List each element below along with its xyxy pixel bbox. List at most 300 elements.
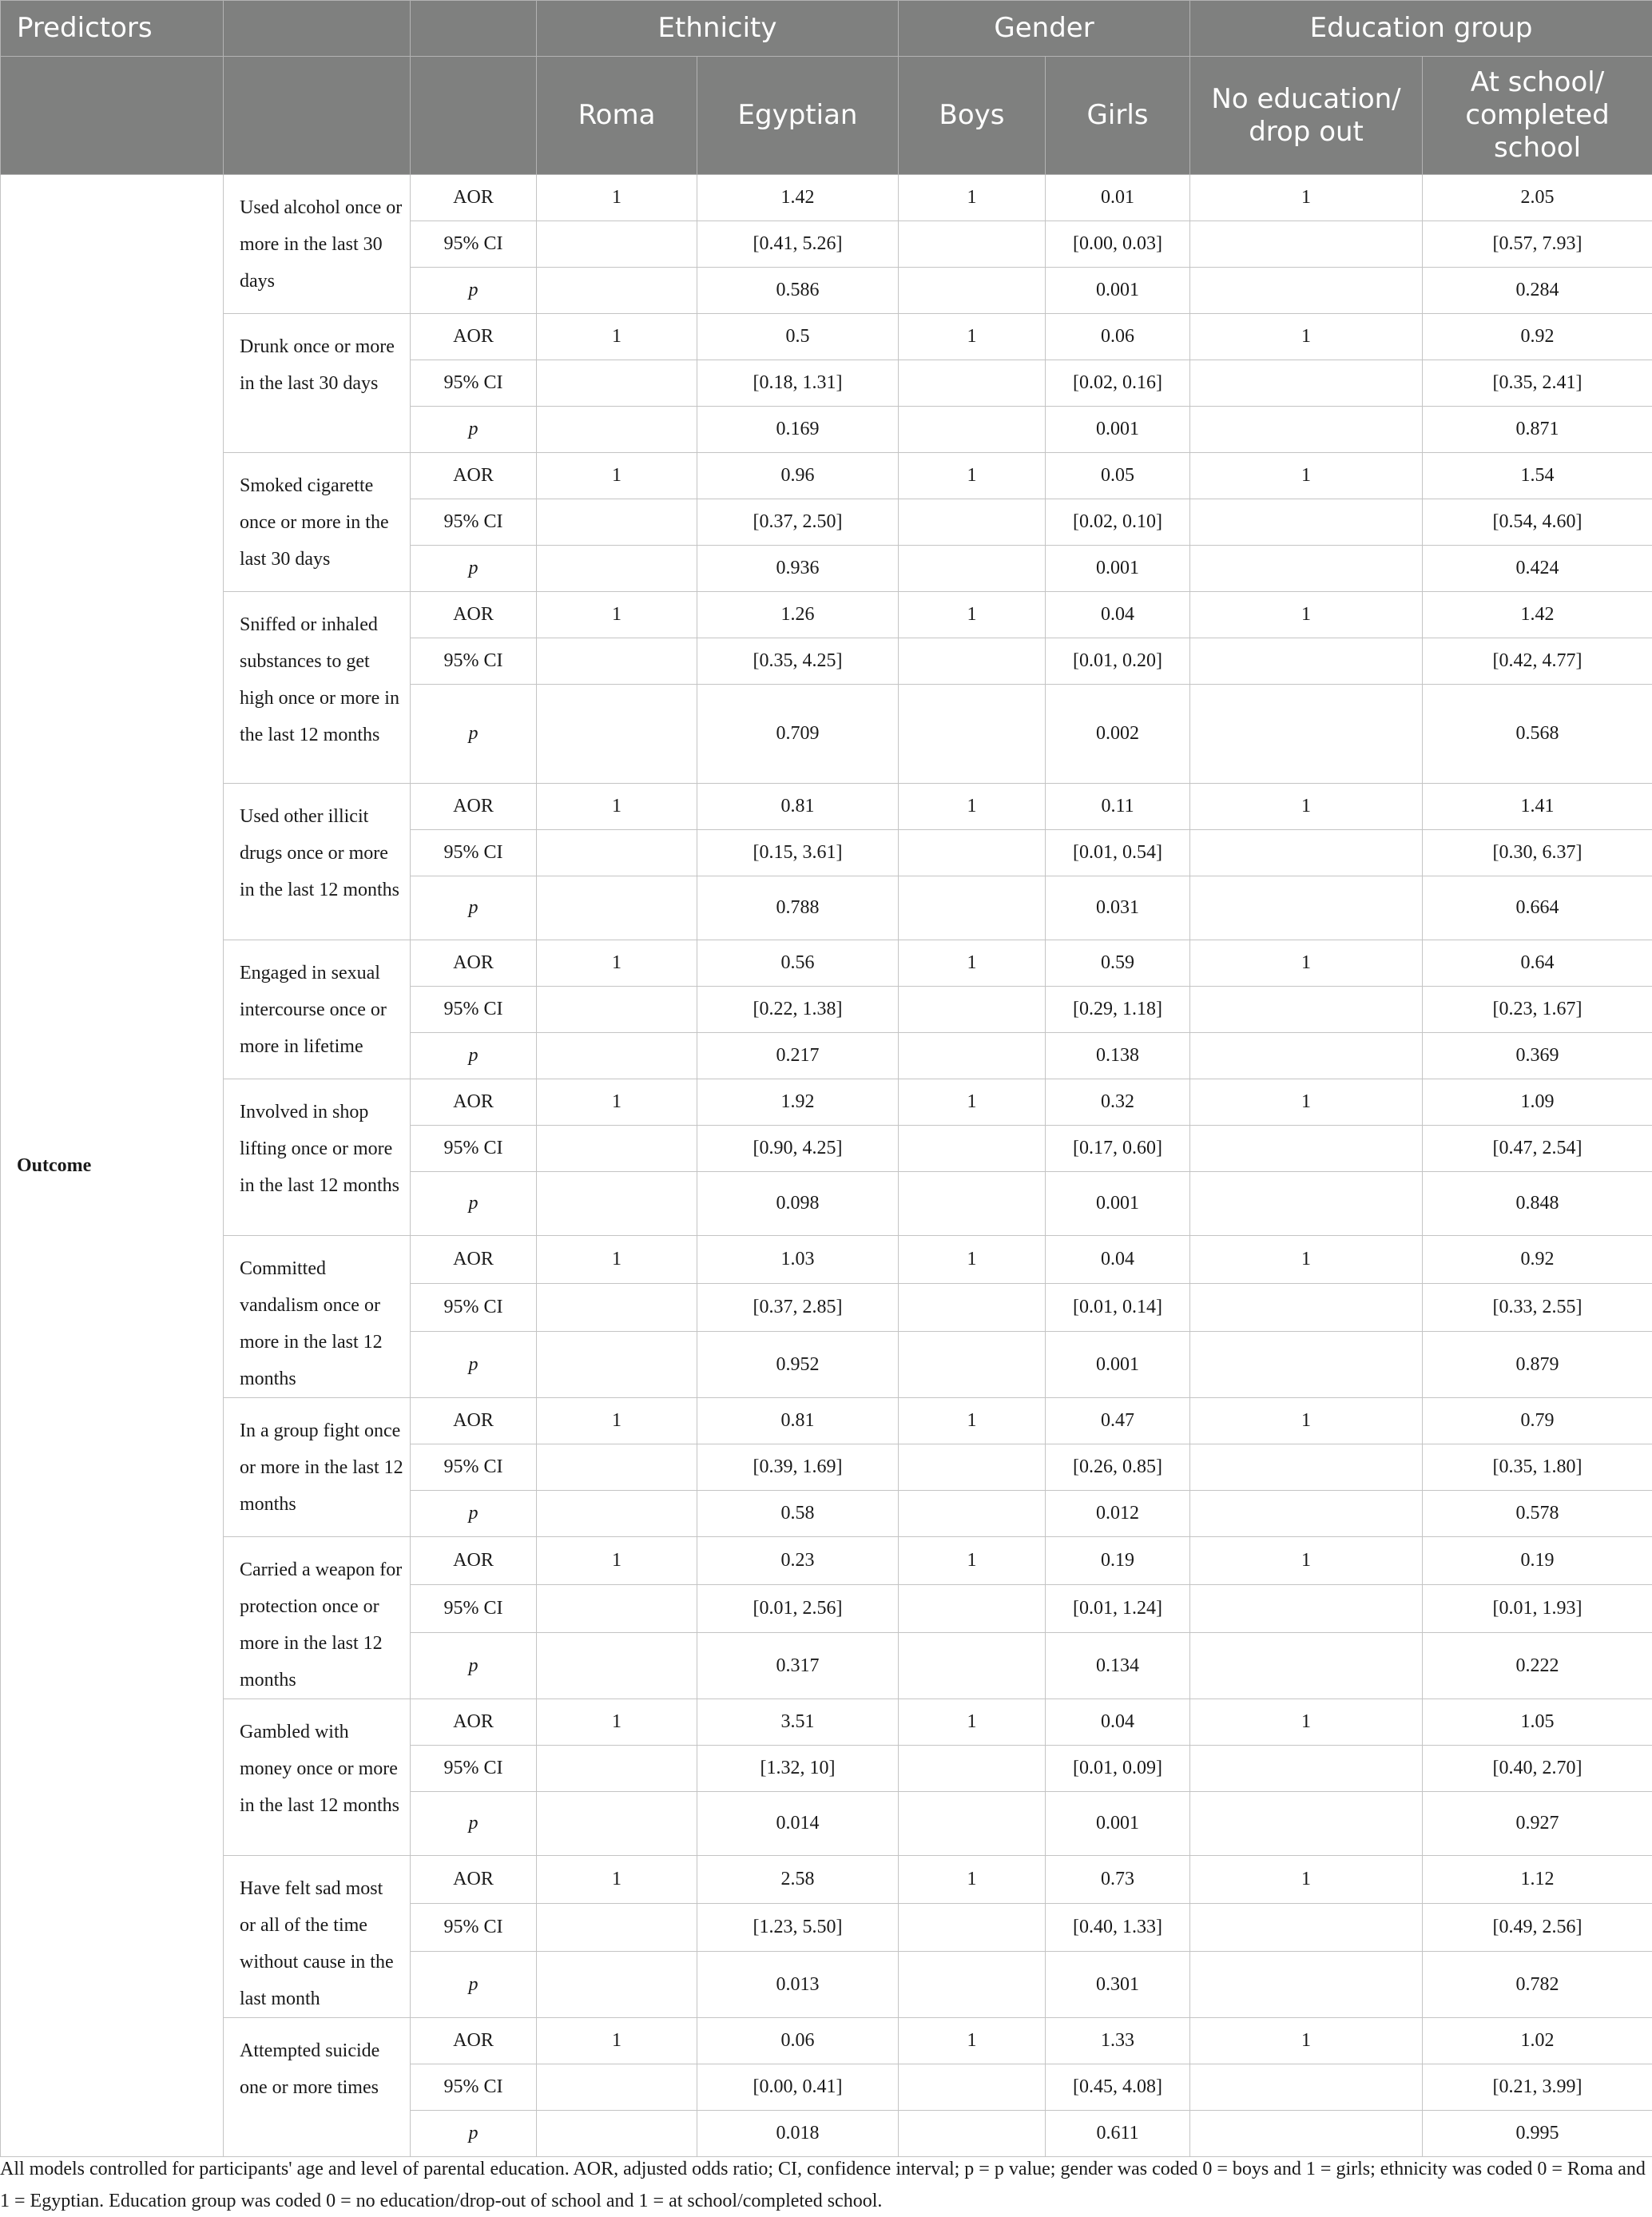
table-row bbox=[1, 784, 1652, 830]
ref-blank bbox=[537, 1172, 697, 1236]
stat-label: 95% CI bbox=[411, 1444, 537, 1491]
stat-label: 95% CI bbox=[411, 499, 537, 546]
boys-value: 1 bbox=[899, 2018, 1046, 2064]
egyptian-value: [0.00, 0.41] bbox=[697, 2064, 899, 2111]
stat-label: 95% CI bbox=[411, 360, 537, 407]
ref-blank bbox=[1190, 987, 1423, 1033]
egyptian-value: 2.58 bbox=[697, 1856, 899, 1904]
no-education-value: 1 bbox=[1190, 940, 1423, 987]
ref-blank bbox=[537, 2064, 697, 2111]
outcome-label: Outcome bbox=[1, 175, 224, 2157]
at-school-value: 0.79 bbox=[1423, 1398, 1652, 1444]
ref-blank bbox=[1190, 1172, 1423, 1236]
ref-blank bbox=[1190, 1792, 1423, 1856]
header-gender: Gender bbox=[899, 1, 1190, 57]
stat-label: AOR bbox=[411, 2018, 537, 2064]
table-row bbox=[1, 1699, 1652, 1746]
girls-value: 0.01 bbox=[1046, 175, 1190, 221]
boys-value: 1 bbox=[899, 1856, 1046, 1904]
ref-blank bbox=[899, 876, 1046, 940]
at-school-value: 0.782 bbox=[1423, 1952, 1652, 2018]
girls-value: 0.012 bbox=[1046, 1491, 1190, 1537]
no-education-value: 1 bbox=[1190, 1856, 1423, 1904]
stat-label: p bbox=[411, 1952, 537, 2018]
egyptian-value: [0.15, 3.61] bbox=[697, 830, 899, 876]
ref-blank bbox=[1190, 1633, 1423, 1699]
ref-blank bbox=[899, 1746, 1046, 1792]
girls-value: [0.00, 0.03] bbox=[1046, 221, 1190, 268]
stat-label: AOR bbox=[411, 784, 537, 830]
ref-blank bbox=[537, 407, 697, 453]
egyptian-value: [0.22, 1.38] bbox=[697, 987, 899, 1033]
roma-value: 1 bbox=[537, 1236, 697, 1284]
ref-blank bbox=[537, 830, 697, 876]
no-education-value: 1 bbox=[1190, 1398, 1423, 1444]
ref-blank bbox=[899, 1033, 1046, 1079]
egyptian-value: [0.90, 4.25] bbox=[697, 1126, 899, 1172]
egyptian-value: 0.169 bbox=[697, 407, 899, 453]
no-education-value: 1 bbox=[1190, 1699, 1423, 1746]
subheader-egyptian: Egyptian bbox=[697, 57, 899, 175]
ref-blank bbox=[899, 1792, 1046, 1856]
girls-value: [0.45, 4.08] bbox=[1046, 2064, 1190, 2111]
egyptian-value: 1.03 bbox=[697, 1236, 899, 1284]
girls-value: 0.32 bbox=[1046, 1079, 1190, 1126]
ref-blank bbox=[537, 1746, 697, 1792]
table-row bbox=[1, 2018, 1652, 2064]
ref-blank bbox=[1190, 360, 1423, 407]
ref-blank bbox=[1190, 1033, 1423, 1079]
girls-value: 0.06 bbox=[1046, 314, 1190, 360]
girls-value: [0.01, 0.14] bbox=[1046, 1284, 1190, 1332]
egyptian-value: 0.586 bbox=[697, 268, 899, 314]
stat-label: p bbox=[411, 546, 537, 592]
ref-blank bbox=[899, 685, 1046, 784]
at-school-value: 0.568 bbox=[1423, 685, 1652, 784]
ref-blank bbox=[537, 1444, 697, 1491]
outcome-name: Carried a weapon for protection once or more in the last 12 months bbox=[224, 1537, 411, 1699]
stat-label: p bbox=[411, 876, 537, 940]
ref-blank bbox=[899, 407, 1046, 453]
roma-value: 1 bbox=[537, 453, 697, 499]
girls-value: 0.73 bbox=[1046, 1856, 1190, 1904]
stat-label: 95% CI bbox=[411, 1904, 537, 1952]
egyptian-value: 1.42 bbox=[697, 175, 899, 221]
boys-value: 1 bbox=[899, 1398, 1046, 1444]
roma-value: 1 bbox=[537, 175, 697, 221]
stat-label: p bbox=[411, 268, 537, 314]
girls-value: [0.01, 1.24] bbox=[1046, 1585, 1190, 1633]
egyptian-value: [0.37, 2.85] bbox=[697, 1284, 899, 1332]
stat-label: p bbox=[411, 1792, 537, 1856]
girls-value: 0.301 bbox=[1046, 1952, 1190, 2018]
roma-value: 1 bbox=[537, 314, 697, 360]
ref-blank bbox=[1190, 1585, 1423, 1633]
ref-blank bbox=[899, 1172, 1046, 1236]
egyptian-value: 0.709 bbox=[697, 685, 899, 784]
at-school-value: 1.02 bbox=[1423, 2018, 1652, 2064]
egyptian-value: [1.23, 5.50] bbox=[697, 1904, 899, 1952]
stat-label: p bbox=[411, 1332, 537, 1398]
at-school-value: 1.42 bbox=[1423, 592, 1652, 638]
boys-value: 1 bbox=[899, 1236, 1046, 1284]
girls-value: [0.29, 1.18] bbox=[1046, 987, 1190, 1033]
stat-label: AOR bbox=[411, 940, 537, 987]
at-school-value: 0.19 bbox=[1423, 1537, 1652, 1585]
stat-label: p bbox=[411, 2111, 537, 2157]
outcome-name: Used other illicit drugs once or more in the last 12 months bbox=[224, 784, 411, 940]
ref-blank bbox=[1190, 1126, 1423, 1172]
girls-value: 0.001 bbox=[1046, 1172, 1190, 1236]
at-school-value: 0.848 bbox=[1423, 1172, 1652, 1236]
outcome-name: In a group fight once or more in the last 12 months bbox=[224, 1398, 411, 1537]
stat-label: 95% CI bbox=[411, 1585, 537, 1633]
at-school-value: 0.664 bbox=[1423, 876, 1652, 940]
outcome-name: Used alcohol once or more in the last 30 days bbox=[224, 175, 411, 314]
at-school-value: [0.01, 1.93] bbox=[1423, 1585, 1652, 1633]
ref-blank bbox=[899, 1585, 1046, 1633]
ref-blank bbox=[537, 1633, 697, 1699]
ref-blank bbox=[1190, 638, 1423, 685]
ref-blank bbox=[1190, 1444, 1423, 1491]
at-school-value: [0.54, 4.60] bbox=[1423, 499, 1652, 546]
egyptian-value: 0.936 bbox=[697, 546, 899, 592]
stat-label: AOR bbox=[411, 314, 537, 360]
roma-value: 1 bbox=[537, 784, 697, 830]
ref-blank bbox=[537, 1033, 697, 1079]
at-school-value: [0.23, 1.67] bbox=[1423, 987, 1652, 1033]
boys-value: 1 bbox=[899, 1079, 1046, 1126]
ref-blank bbox=[1190, 546, 1423, 592]
at-school-value: 1.12 bbox=[1423, 1856, 1652, 1904]
egyptian-value: [0.39, 1.69] bbox=[697, 1444, 899, 1491]
egyptian-value: 0.23 bbox=[697, 1537, 899, 1585]
boys-value: 1 bbox=[899, 592, 1046, 638]
ref-blank bbox=[1190, 1746, 1423, 1792]
ref-blank bbox=[1190, 1284, 1423, 1332]
ref-blank bbox=[899, 546, 1046, 592]
header-ethnicity: Ethnicity bbox=[537, 1, 899, 57]
stat-label: AOR bbox=[411, 453, 537, 499]
stat-label: AOR bbox=[411, 175, 537, 221]
stat-label: 95% CI bbox=[411, 221, 537, 268]
table-body bbox=[1, 175, 1652, 2157]
table-row bbox=[1, 1236, 1652, 1284]
ref-blank bbox=[1190, 830, 1423, 876]
ref-blank bbox=[537, 1284, 697, 1332]
subheader-roma: Roma bbox=[537, 57, 697, 175]
outcome-name: Smoked cigarette once or more in the last 30 days bbox=[224, 453, 411, 592]
at-school-value: 0.879 bbox=[1423, 1332, 1652, 1398]
ref-blank bbox=[899, 1633, 1046, 1699]
no-education-value: 1 bbox=[1190, 1079, 1423, 1126]
at-school-value: [0.40, 2.70] bbox=[1423, 1746, 1652, 1792]
ref-blank bbox=[899, 1491, 1046, 1537]
no-education-value: 1 bbox=[1190, 453, 1423, 499]
ref-blank bbox=[1190, 685, 1423, 784]
at-school-value: 1.09 bbox=[1423, 1079, 1652, 1126]
at-school-value: 0.64 bbox=[1423, 940, 1652, 987]
girls-value: 0.47 bbox=[1046, 1398, 1190, 1444]
stat-label: 95% CI bbox=[411, 1284, 537, 1332]
stat-label: p bbox=[411, 685, 537, 784]
boys-value: 1 bbox=[899, 1699, 1046, 1746]
egyptian-value: 0.81 bbox=[697, 784, 899, 830]
at-school-value: [0.42, 4.77] bbox=[1423, 638, 1652, 685]
ref-blank bbox=[899, 268, 1046, 314]
stat-label: 95% CI bbox=[411, 2064, 537, 2111]
egyptian-value: [0.18, 1.31] bbox=[697, 360, 899, 407]
outcome-name: Gambled with money once or more in the last 12 months bbox=[224, 1699, 411, 1856]
table-footnote: All models controlled for participants' age and level of parental education. AOR, adjusted odds ratio; CI, confidence interval; p = p value; gender was coded 0 = boys and 1 = girls; ethnicity was coded 0 = Roma and 1 = Egyptian. Education group was coded 0 = no education/drop-out of school and 1 = at school/completed school. bbox=[0, 2159, 1646, 2211]
girls-value: [0.01, 0.09] bbox=[1046, 1746, 1190, 1792]
at-school-value: 0.222 bbox=[1423, 1633, 1652, 1699]
roma-value: 1 bbox=[537, 1537, 697, 1585]
at-school-value: [0.57, 7.93] bbox=[1423, 221, 1652, 268]
roma-value: 1 bbox=[537, 1699, 697, 1746]
at-school-value: 0.369 bbox=[1423, 1033, 1652, 1079]
egyptian-value: [0.01, 2.56] bbox=[697, 1585, 899, 1633]
girls-value: 1.33 bbox=[1046, 2018, 1190, 2064]
ref-blank bbox=[537, 2111, 697, 2157]
at-school-value: 0.424 bbox=[1423, 546, 1652, 592]
stat-label: p bbox=[411, 1633, 537, 1699]
no-education-value: 1 bbox=[1190, 314, 1423, 360]
girls-value: 0.59 bbox=[1046, 940, 1190, 987]
ref-blank bbox=[537, 499, 697, 546]
egyptian-value: 0.788 bbox=[697, 876, 899, 940]
ref-blank bbox=[1190, 1332, 1423, 1398]
at-school-value: 0.578 bbox=[1423, 1491, 1652, 1537]
at-school-value: 1.54 bbox=[1423, 453, 1652, 499]
at-school-value: [0.49, 2.56] bbox=[1423, 1904, 1652, 1952]
at-school-value: 0.92 bbox=[1423, 314, 1652, 360]
stat-label: AOR bbox=[411, 1856, 537, 1904]
girls-value: 0.001 bbox=[1046, 1792, 1190, 1856]
table-row bbox=[1, 175, 1652, 221]
header-education: Education group bbox=[1190, 1, 1652, 57]
ref-blank bbox=[1190, 1491, 1423, 1537]
ref-blank bbox=[537, 1792, 697, 1856]
stat-label: AOR bbox=[411, 592, 537, 638]
boys-value: 1 bbox=[899, 784, 1046, 830]
girls-value: 0.611 bbox=[1046, 2111, 1190, 2157]
girls-value: [0.02, 0.16] bbox=[1046, 360, 1190, 407]
ref-blank bbox=[1190, 407, 1423, 453]
outcome-name: Involved in shop lifting once or more in the last 12 months bbox=[224, 1079, 411, 1236]
egyptian-value: 0.06 bbox=[697, 2018, 899, 2064]
header-predictors: Predictors bbox=[1, 1, 224, 57]
ref-blank bbox=[537, 221, 697, 268]
ref-blank bbox=[537, 1332, 697, 1398]
ref-blank bbox=[537, 685, 697, 784]
outcome-name: Sniffed or inhaled substances to get high once or more in the last 12 months bbox=[224, 592, 411, 784]
no-education-value: 1 bbox=[1190, 1236, 1423, 1284]
girls-value: [0.17, 0.60] bbox=[1046, 1126, 1190, 1172]
outcome-name: Engaged in sexual intercourse once or more in lifetime bbox=[224, 940, 411, 1079]
stat-label: 95% CI bbox=[411, 638, 537, 685]
girls-value: 0.04 bbox=[1046, 592, 1190, 638]
outcome-name: Committed vandalism once or more in the last 12 months bbox=[224, 1236, 411, 1398]
outcome-name: Attempted suicide one or more times bbox=[224, 2018, 411, 2157]
roma-value: 1 bbox=[537, 592, 697, 638]
ref-blank bbox=[537, 1952, 697, 2018]
ref-blank bbox=[899, 2111, 1046, 2157]
boys-value: 1 bbox=[899, 175, 1046, 221]
stat-label: AOR bbox=[411, 1398, 537, 1444]
egyptian-value: 0.317 bbox=[697, 1633, 899, 1699]
girls-value: [0.02, 0.10] bbox=[1046, 499, 1190, 546]
table-row bbox=[1, 1398, 1652, 1444]
egyptian-value: 0.58 bbox=[697, 1491, 899, 1537]
ref-blank bbox=[899, 1444, 1046, 1491]
at-school-value: 1.05 bbox=[1423, 1699, 1652, 1746]
stat-label: p bbox=[411, 1033, 537, 1079]
at-school-value: 0.995 bbox=[1423, 2111, 1652, 2157]
table-row bbox=[1, 592, 1652, 638]
girls-value: 0.001 bbox=[1046, 268, 1190, 314]
egyptian-value: 0.098 bbox=[697, 1172, 899, 1236]
at-school-value: 0.871 bbox=[1423, 407, 1652, 453]
roma-value: 1 bbox=[537, 1398, 697, 1444]
subheader-blank-2 bbox=[411, 57, 537, 175]
ref-blank bbox=[899, 1904, 1046, 1952]
egyptian-value: 0.56 bbox=[697, 940, 899, 987]
egyptian-value: 1.92 bbox=[697, 1079, 899, 1126]
egyptian-value: 0.96 bbox=[697, 453, 899, 499]
subheader-girls: Girls bbox=[1046, 57, 1190, 175]
at-school-value: [0.33, 2.55] bbox=[1423, 1284, 1652, 1332]
girls-value: 0.031 bbox=[1046, 876, 1190, 940]
subheader-boys: Boys bbox=[899, 57, 1046, 175]
at-school-value: 1.41 bbox=[1423, 784, 1652, 830]
girls-value: 0.05 bbox=[1046, 453, 1190, 499]
at-school-value: 0.927 bbox=[1423, 1792, 1652, 1856]
no-education-value: 1 bbox=[1190, 175, 1423, 221]
ref-blank bbox=[899, 1126, 1046, 1172]
table-row bbox=[1, 453, 1652, 499]
ref-blank bbox=[537, 546, 697, 592]
boys-value: 1 bbox=[899, 314, 1046, 360]
no-education-value: 1 bbox=[1190, 2018, 1423, 2064]
ref-blank bbox=[537, 987, 697, 1033]
header-blank-2 bbox=[411, 1, 537, 57]
roma-value: 1 bbox=[537, 1856, 697, 1904]
egyptian-value: 0.013 bbox=[697, 1952, 899, 2018]
subheader-at-school: At school/ completed school bbox=[1423, 57, 1652, 175]
egyptian-value: 0.018 bbox=[697, 2111, 899, 2157]
ref-blank bbox=[1190, 2064, 1423, 2111]
egyptian-value: 0.014 bbox=[697, 1792, 899, 1856]
girls-value: [0.26, 0.85] bbox=[1046, 1444, 1190, 1491]
stat-label: AOR bbox=[411, 1236, 537, 1284]
ref-blank bbox=[537, 360, 697, 407]
table-row bbox=[1, 940, 1652, 987]
table-row bbox=[1, 1079, 1652, 1126]
at-school-value: [0.47, 2.54] bbox=[1423, 1126, 1652, 1172]
ref-blank bbox=[899, 638, 1046, 685]
ref-blank bbox=[1190, 2111, 1423, 2157]
ref-blank bbox=[899, 2064, 1046, 2111]
girls-value: 0.001 bbox=[1046, 407, 1190, 453]
girls-value: [0.01, 0.54] bbox=[1046, 830, 1190, 876]
girls-value: 0.04 bbox=[1046, 1236, 1190, 1284]
ref-blank bbox=[899, 360, 1046, 407]
at-school-value: [0.21, 3.99] bbox=[1423, 2064, 1652, 2111]
ref-blank bbox=[537, 1126, 697, 1172]
ref-blank bbox=[899, 1284, 1046, 1332]
ref-blank bbox=[1190, 876, 1423, 940]
egyptian-value: 0.81 bbox=[697, 1398, 899, 1444]
girls-value: 0.001 bbox=[1046, 546, 1190, 592]
no-education-value: 1 bbox=[1190, 1537, 1423, 1585]
no-education-value: 1 bbox=[1190, 784, 1423, 830]
stat-label: AOR bbox=[411, 1699, 537, 1746]
stat-label: 95% CI bbox=[411, 1746, 537, 1792]
ref-blank bbox=[899, 499, 1046, 546]
egyptian-value: [0.37, 2.50] bbox=[697, 499, 899, 546]
girls-value: 0.138 bbox=[1046, 1033, 1190, 1079]
girls-value: 0.04 bbox=[1046, 1699, 1190, 1746]
outcome-name: Drunk once or more in the last 30 days bbox=[224, 314, 411, 453]
ref-blank bbox=[899, 1332, 1046, 1398]
subheader-blank-1 bbox=[224, 57, 411, 175]
roma-value: 1 bbox=[537, 2018, 697, 2064]
egyptian-value: [0.41, 5.26] bbox=[697, 221, 899, 268]
girls-value: [0.40, 1.33] bbox=[1046, 1904, 1190, 1952]
ref-blank bbox=[1190, 499, 1423, 546]
ref-blank bbox=[1190, 268, 1423, 314]
egyptian-value: 1.26 bbox=[697, 592, 899, 638]
stat-label: 95% CI bbox=[411, 830, 537, 876]
egyptian-value: 0.217 bbox=[697, 1033, 899, 1079]
ref-blank bbox=[537, 268, 697, 314]
girls-value: 0.11 bbox=[1046, 784, 1190, 830]
stat-label: 95% CI bbox=[411, 1126, 537, 1172]
girls-value: 0.19 bbox=[1046, 1537, 1190, 1585]
ref-blank bbox=[899, 830, 1046, 876]
girls-value: 0.134 bbox=[1046, 1633, 1190, 1699]
at-school-value: 0.92 bbox=[1423, 1236, 1652, 1284]
roma-value: 1 bbox=[537, 1079, 697, 1126]
boys-value: 1 bbox=[899, 1537, 1046, 1585]
at-school-value: [0.30, 6.37] bbox=[1423, 830, 1652, 876]
egyptian-value: 3.51 bbox=[697, 1699, 899, 1746]
subheader-no-education: No education/ drop out bbox=[1190, 57, 1423, 175]
table-row bbox=[1, 1537, 1652, 1585]
girls-value: 0.002 bbox=[1046, 685, 1190, 784]
stat-label: p bbox=[411, 1172, 537, 1236]
stat-label: p bbox=[411, 1491, 537, 1537]
stat-label: 95% CI bbox=[411, 987, 537, 1033]
boys-value: 1 bbox=[899, 940, 1046, 987]
ref-blank bbox=[537, 1491, 697, 1537]
stat-label: p bbox=[411, 407, 537, 453]
table-row bbox=[1, 314, 1652, 360]
girls-value: 0.001 bbox=[1046, 1332, 1190, 1398]
egyptian-value: [1.32, 10] bbox=[697, 1746, 899, 1792]
ref-blank bbox=[1190, 221, 1423, 268]
stat-label: AOR bbox=[411, 1079, 537, 1126]
ref-blank bbox=[1190, 1904, 1423, 1952]
ref-blank bbox=[537, 638, 697, 685]
boys-value: 1 bbox=[899, 453, 1046, 499]
table-row bbox=[1, 1856, 1652, 1904]
roma-value: 1 bbox=[537, 940, 697, 987]
ref-blank bbox=[537, 876, 697, 940]
at-school-value: 2.05 bbox=[1423, 175, 1652, 221]
stat-label: AOR bbox=[411, 1537, 537, 1585]
